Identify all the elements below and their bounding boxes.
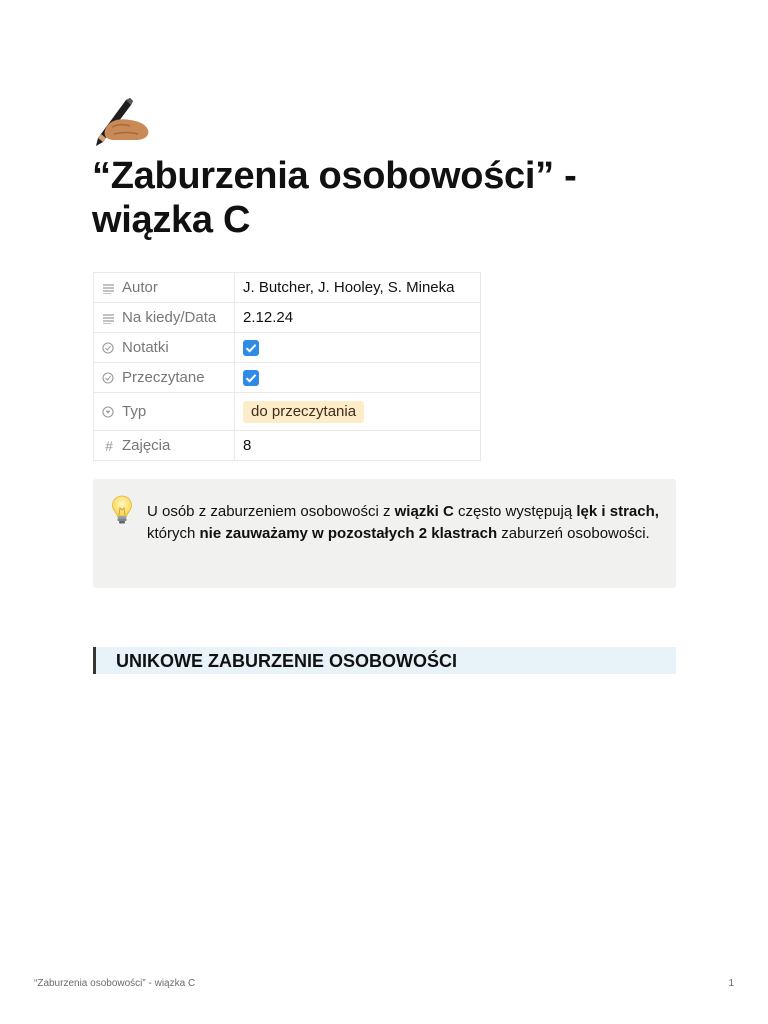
property-row-na-kiedy-data bbox=[94, 303, 481, 333]
property-value-na-kiedy-data[interactable]: 2.12.24 bbox=[235, 303, 481, 333]
writing-hand-emoji bbox=[90, 94, 152, 148]
section-heading-text: UNIKOWE ZABURZENIE OSOBOWOŚCI bbox=[116, 651, 457, 671]
checkbox-prop-icon bbox=[102, 372, 116, 384]
callout-text bbox=[147, 501, 659, 545]
property-key bbox=[94, 393, 235, 431]
property-row-przeczytane bbox=[94, 363, 481, 393]
callout-text-1: U osób z zaburzeniem osobowości z bbox=[147, 503, 395, 520]
property-row-typ bbox=[94, 393, 481, 431]
lightbulb-emoji bbox=[111, 495, 133, 525]
select-icon bbox=[102, 406, 116, 418]
type-tag[interactable]: do przeczytania bbox=[243, 401, 364, 423]
property-label-typ: Typ bbox=[122, 403, 147, 420]
property-row-autor bbox=[94, 273, 481, 303]
property-label-na-kiedy-data: Na kiedy/Data bbox=[122, 309, 217, 326]
callout-text-2: często występują bbox=[453, 503, 577, 520]
callout-bold-3: nie zauważamy w pozostałych 2 klastrach bbox=[199, 525, 498, 542]
callout-text-3: których bbox=[147, 525, 200, 542]
property-value-autor[interactable]: J. Butcher, J. Hooley, S. Mineka bbox=[235, 273, 481, 303]
property-key bbox=[94, 363, 235, 393]
text-lines-icon bbox=[102, 312, 116, 324]
property-label-notatki: Notatki bbox=[122, 339, 169, 356]
properties-table bbox=[93, 272, 481, 461]
callout bbox=[93, 479, 676, 588]
property-key bbox=[94, 303, 235, 333]
property-value-notatki bbox=[235, 333, 481, 363]
property-key bbox=[94, 273, 235, 303]
property-value-zajecia[interactable]: 8 bbox=[235, 431, 481, 461]
przeczytane-checkbox[interactable] bbox=[243, 370, 259, 386]
property-label-zajecia: Zajęcia bbox=[122, 437, 171, 454]
callout-bold-1: wiązki C bbox=[394, 503, 454, 520]
property-value-typ bbox=[235, 393, 481, 431]
footer-page-number: 1 bbox=[728, 978, 734, 989]
footer-title: “Zaburzenia osobowości” - wiązka C bbox=[34, 978, 196, 989]
callout-bold-2: lęk i strach, bbox=[576, 503, 659, 520]
property-label-przeczytane: Przeczytane bbox=[122, 369, 205, 386]
checkbox-prop-icon bbox=[102, 342, 116, 354]
text-lines-icon bbox=[102, 282, 116, 294]
notatki-checkbox[interactable] bbox=[243, 340, 259, 356]
property-key bbox=[94, 431, 235, 461]
number-icon: # bbox=[105, 438, 113, 454]
property-value-przeczytane bbox=[235, 363, 481, 393]
page-title: “Zaburzenia osobowości” - wiązka C bbox=[92, 155, 577, 241]
property-row-zajecia bbox=[94, 431, 481, 461]
callout-text-4: zaburzeń osobowości. bbox=[497, 525, 650, 542]
property-label-autor: Autor bbox=[122, 279, 158, 296]
property-key bbox=[94, 333, 235, 363]
section-heading bbox=[93, 647, 676, 674]
property-row-notatki bbox=[94, 333, 481, 363]
